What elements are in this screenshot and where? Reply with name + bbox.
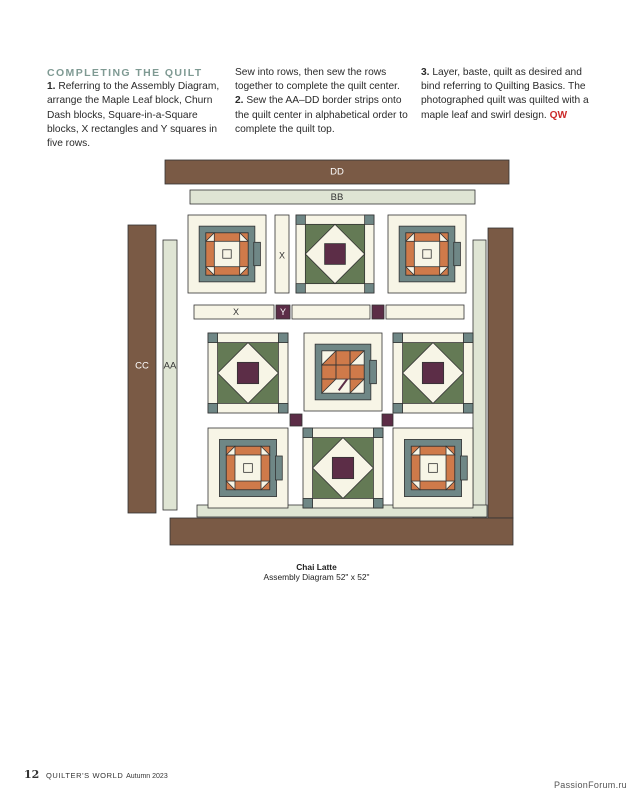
square-in-square-block-corner <box>463 403 473 413</box>
square-in-square-block-corner <box>208 333 218 343</box>
churn-dash-block-dash-top <box>235 446 261 455</box>
square-in-square-block-center <box>422 362 443 383</box>
square-in-square-block-corner <box>303 498 313 508</box>
y-square <box>382 414 393 426</box>
step-2-text: Sew the AA–DD border strips onto the quilt center in alphabetical order to complete the quilt top. <box>235 95 408 135</box>
step-1-continued: Sew into rows, then sew the rows together to complete the quilt center. <box>235 67 400 93</box>
end-mark: QW <box>549 109 568 121</box>
label-aa: AA <box>163 360 177 372</box>
step-1-number: 1. <box>47 81 56 93</box>
square-in-square-block-corner <box>296 215 305 224</box>
y-square <box>290 414 302 426</box>
churn-dash-block-dash-top <box>414 233 439 241</box>
square-in-square-block-corner <box>393 403 403 413</box>
churn-dash-block-handle <box>275 456 282 480</box>
square-in-square-block-center <box>237 362 258 383</box>
square-in-square-block-corner <box>278 333 288 343</box>
square-in-square-block-corner <box>208 403 218 413</box>
churn-dash-block-center <box>244 464 253 473</box>
churn-dash-block-center <box>423 250 431 258</box>
churn-dash-block-dash-left <box>226 455 235 481</box>
square-in-square-block-corner <box>365 284 374 293</box>
border-aa-strip <box>163 240 177 510</box>
square-in-square-block-corner <box>303 428 313 438</box>
square-in-square-block-center <box>332 457 353 478</box>
maple-leaf-block-leaf-center <box>336 365 350 379</box>
churn-dash-block-dash-bottom <box>235 481 261 490</box>
page-footer <box>24 768 168 781</box>
caption-subtitle: Assembly Diagram 52" x 52" <box>263 572 370 582</box>
square-in-square-block-corner <box>463 333 473 343</box>
maple-leaf-block-handle <box>370 360 377 383</box>
step-2-number: 2. <box>235 95 244 107</box>
x-rectangle <box>292 305 370 319</box>
maple-leaf-block-leaf-top <box>336 351 350 365</box>
square-in-square-block-corner <box>365 215 374 224</box>
churn-dash-block-dash-bottom <box>414 267 439 275</box>
border-bottom-strip <box>170 518 513 545</box>
step-1-text: Referring to the Assembly Diagram, arrange the Maple Leaf block, Churn Dash blocks, Square-in-a-Square blocks, X rectangles and Y squares in five rows. <box>47 81 220 150</box>
churn-dash-block-dash-left <box>411 455 420 481</box>
churn-dash-block-handle <box>454 242 461 265</box>
caption-title: Chai Latte <box>296 562 337 572</box>
watermark: PassionForum.ru <box>553 780 627 790</box>
label-bb: BB <box>330 192 344 204</box>
square-in-square-block-corner <box>373 428 383 438</box>
churn-dash-block-handle <box>460 456 467 480</box>
x-rectangle <box>386 305 464 319</box>
square-in-square-block-corner <box>296 284 305 293</box>
border-right-strip <box>488 228 513 518</box>
churn-dash-block-center <box>429 464 438 473</box>
step-3-text: Layer, baste, quilt as desired and bind referring to Quilting Basics. The photographed quilt was quilted with a maple leaf and swirl design. <box>421 67 589 121</box>
y-square <box>372 305 384 319</box>
square-in-square-block-corner <box>393 333 403 343</box>
diagram-caption <box>0 562 633 582</box>
churn-dash-block-dash-top <box>214 233 239 241</box>
churn-dash-block-dash-left <box>206 241 214 266</box>
issue-date: Autumn 2023 <box>126 773 168 780</box>
churn-dash-block-dash-right <box>261 455 270 481</box>
section-heading: COMPLETING THE QUILT <box>47 67 203 79</box>
churn-dash-block-dash-right <box>446 455 455 481</box>
churn-dash-block-dash-right <box>240 241 248 266</box>
label-y: Y <box>279 306 287 317</box>
magazine-name: QUILTER'S WORLD <box>46 771 124 780</box>
label-dd: DD <box>330 166 344 178</box>
label-cc: CC <box>135 360 149 372</box>
churn-dash-block-dash-top <box>420 446 446 455</box>
page-number: 12 <box>24 768 40 781</box>
churn-dash-block-dash-bottom <box>420 481 446 490</box>
square-in-square-block-corner <box>278 403 288 413</box>
square-in-square-block-corner <box>373 498 383 508</box>
maple-leaf-block-leaf-right <box>350 365 364 379</box>
churn-dash-block-dash-bottom <box>214 267 239 275</box>
label-x-horizontal: X <box>232 306 240 317</box>
churn-dash-block-dash-left <box>406 241 414 266</box>
maple-leaf-block-leaf-left <box>322 365 336 379</box>
label-x-vertical: X <box>278 250 286 261</box>
step-3-number: 3. <box>421 67 430 78</box>
border-right-light-strip <box>473 240 486 518</box>
square-in-square-block-center <box>325 244 346 265</box>
churn-dash-block-handle <box>254 242 261 265</box>
churn-dash-block-dash-right <box>440 241 448 266</box>
churn-dash-block-center <box>223 250 231 258</box>
